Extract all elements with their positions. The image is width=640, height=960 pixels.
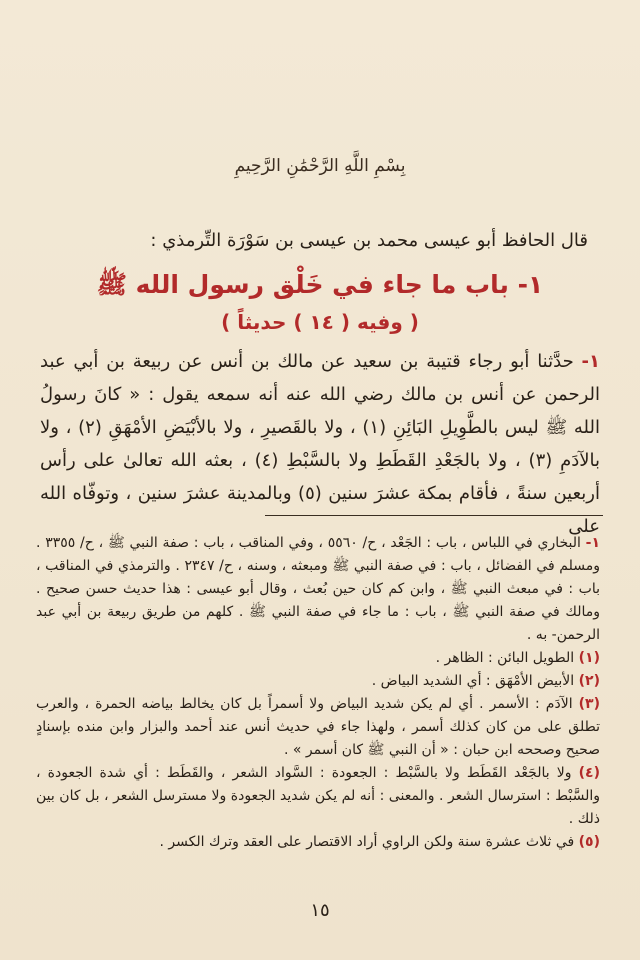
- footnote-text: في ثلاث عشرة سنة ولكن الراوي أراد الاقتصار على العقد وترك الكسر .: [159, 834, 575, 850]
- intro-line: قال الحافظ أبو عيسى محمد بن عيسى بن سَوْرَة التِّرمذي :: [150, 230, 588, 251]
- page-number: ١٥: [310, 900, 330, 921]
- hadith-isnad: حدَّثنا أبو رجاء قتيبة بن سعيد عن مالك بن أنس عن ربيعة بن أبي عبد الرحمن عن أنس بن مالك رضي الله عنه أنه سمعه يقول :: [40, 351, 600, 405]
- footnotes-section: [36, 532, 600, 854]
- footnote-text: ولا بالجَعْد القَطَط ولا بالسَّبْط : الجعودة : السَّواد الشعر ، والقَطَط : أي شدة الجعودة ، والسَّبْط : استرسال الشعر . والمعنى : أنه لم يكن شديد الجعودة ولا مسترسل الشعر ، بل كان بين ذلك .: [36, 765, 600, 827]
- footnote-text: الآدَم : الأسمر . أي لم يكن شديد البياض ولا أسمراً بل كان يخالط بياضه الحمرة ، والعرب تطلق على من كان كذلك أسمر ، ولهذا جاء في حديث أنس عند أحمد والبزار وابن منده بإسنادٍ صحيح وصححه ابن حبان : « أن النبي ﷺ كان أسمر » .: [36, 696, 600, 758]
- footnote-number: (١): [578, 650, 600, 666]
- takhrij-paragraph: [36, 532, 600, 647]
- footnote: [36, 693, 600, 762]
- chapter-hadith-count: ( وفيه ( ١٤ ) حديثاً ): [221, 310, 419, 334]
- footnote-divider: [265, 515, 603, 516]
- hadith-body: [40, 345, 600, 543]
- footnote: [36, 647, 600, 670]
- footnote-number: (٣): [578, 696, 600, 712]
- basmala: بِسْمِ اللَّهِ الرَّحْمَٰنِ الرَّحِيمِ: [234, 156, 406, 176]
- hadith-matn: « كانَ رسولُ الله ﷺ ليس بالطَّوِيلِ البَائِنِ (١) ، ولا بالقَصيرِ ، ولا بالأبْيَضِ الأمْهَقِ (٢) ، ولا بالآدَمِ (٣) ، ولا بالجَعْدِ القَطَطِ ولا بالسَّبْطِ (٤) ، بعثه الله تعالىٰ على رأس أربعين سنةً ، فأقام بمكة عشرَ سنين (٥) وبالمدينة عشرَ سنين ، وتوفّاه الله على: [40, 384, 600, 537]
- footnote-number: (٥): [578, 834, 600, 850]
- footnote-number: (٤): [578, 765, 600, 781]
- hadith-number: ١-: [581, 351, 600, 372]
- takhrij-text-2: والترمذي في المناقب ، باب : في مبعث النبي ﷺ ، وابن كم كان حين بُعث ، وقال أبو عيسى : هذا حديث حسن صحيح . ومالك في صفة النبي ﷺ ، باب : ما جاء في صفة النبي ﷺ . كلهم من طريق ربيعة بن أبي عبد الرحمن- به .: [36, 558, 600, 643]
- footnote-text: الأبيض الأمْهَق : أي الشديد البياض .: [371, 673, 575, 689]
- takhrij-text-1: البخاري في اللباس ، باب : الجَعْد ، ح/ ٥٥٦٠ ، وفي المناقب ، باب : صفة النبي ﷺ ، ح/ ٣٣٥٥ . ومسلم في الفضائل ، باب : في صفة النبي ﷺ ومبعثه ، وسنه ، ح/ ٢٣٤٧ .: [36, 535, 600, 574]
- footnote-text: الطويل البائن : الظاهر .: [435, 650, 575, 666]
- footnote: [36, 670, 600, 693]
- takhrij-number: ١-: [585, 535, 601, 551]
- footnote: [36, 762, 600, 831]
- chapter-title: ١- باب ما جاء في خَلْق رسول الله ﷺ: [96, 270, 544, 299]
- footnote: [36, 831, 600, 854]
- footnote-number: (٢): [578, 673, 600, 689]
